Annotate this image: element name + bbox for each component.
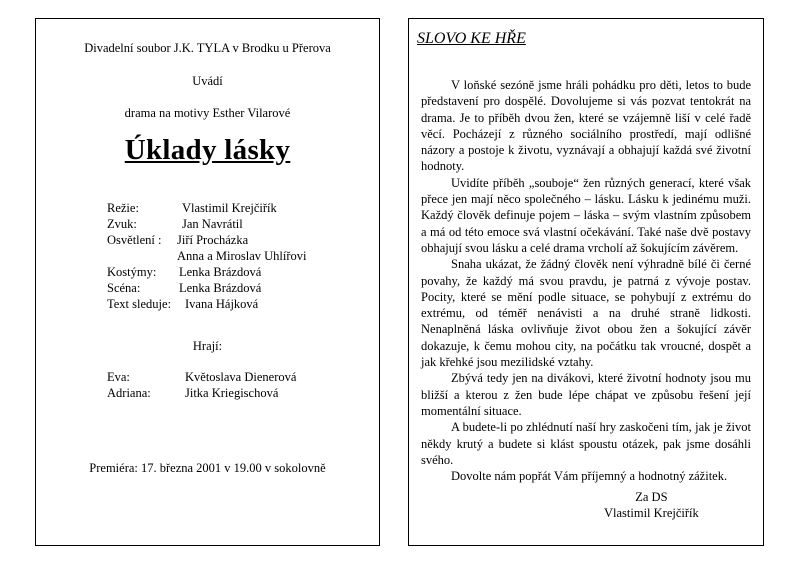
signature	[604, 489, 699, 521]
cast-role: Eva:	[107, 370, 130, 384]
crew-name: Lenka Brázdová	[179, 281, 262, 295]
crew-name: Jan Navrátil	[182, 217, 243, 231]
cast-heading: Hrají:	[192, 339, 223, 353]
paragraph: A budete-li po zhlédnutí naší hry zaskočeni tím, jak je život někdy krutý a budete si klást spoustu otázek, pak jsme dosáhli svého.	[421, 420, 751, 467]
paragraph: Dovolte nám popřát Vám příjemný a hodnotný zážitek.	[451, 469, 728, 484]
organizer-line: Divadelní soubor J.K. TYLA v Brodku u Přerova	[84, 41, 331, 55]
crew-role: Osvětlení :	[107, 233, 162, 247]
crew-name: Ivana Hájková	[185, 297, 259, 311]
play-title: Úklady lásky	[124, 134, 291, 166]
paragraph: Zbývá tedy jen na divákovi, které životní hodnoty jsou mu bližší a kterou z žen bude lépe chápat ve způsobu řešení její momentální situace.	[421, 371, 751, 418]
paragraph: V loňské sezóně jsme hráli pohádku pro děti, letos to bude představení pro dospělé. Dovolujeme si vás pozvat tentokrát na drama. Je to příběh dvou žen, které se vzájemně liší v celé řadě věcí. Pocházejí z různého sociálního prostředí, mají odlišné názory a postoje k životu, vyznávají a obhajují každá své životní hodnoty.	[421, 78, 751, 174]
premiere-line: Premiéra: 17. března 2001 v 19.00 v sokolovně	[89, 461, 326, 475]
program-left-page	[35, 18, 380, 546]
crew-role: Scéna:	[107, 281, 141, 295]
crew-role: Text sleduje:	[107, 297, 172, 311]
signature-org: Za DS	[635, 490, 668, 504]
crew-role: Režie:	[107, 201, 139, 215]
crew-name: Vlastimil Krejčiřík	[182, 201, 277, 215]
cast-name: Květoslava Dienerová	[185, 370, 297, 384]
crew-role: Zvuk:	[107, 217, 137, 231]
subtitle-line: drama na motivy Esther Vilarové	[124, 106, 291, 120]
presents-line: Uvádí	[192, 74, 223, 88]
crew-name: Lenka Brázdová	[179, 265, 262, 279]
signature-name: Vlastimil Krejčiřík	[604, 506, 699, 520]
crew-name: Anna a Miroslav Uhlířovi	[177, 249, 307, 263]
cast-role: Adriana:	[107, 386, 151, 400]
paragraph: Snaha ukázat, že žádný člověk není výhradně bílé či černé povahy, že každý má svou pravdu, je patrná z vývoje postav. Pocity, které se mění podle situace, se pohybují z extrému do extrému, od téměř nenávisti a na druhé straně lidkosti. Nenaplněná láska ovlivňuje život obou žen a šokující závěr dokazuje, k čemu mohou city, na počátku tak vroucné, dospět a jak křehké jsou mezilidské vztahy.	[421, 257, 751, 370]
foreword-text	[421, 77, 751, 484]
foreword-heading: SLOVO KE HŘE	[417, 30, 526, 47]
program-right-page	[408, 18, 764, 546]
cast-name: Jitka Kriegischová	[185, 386, 279, 400]
paragraph: Uvidíte příběh „souboje“ žen různých generací, které však přece jen mají něco společného – lásku. Lásku k jedinému muži. Každý člověk definuje pojem – láska – svým vlastním způsobem a má od této emoce svá vlastní očekávání. Také naše dvě postavy obhajují svou lásku a celé drama vrcholí až šokujícím závěrem.	[421, 175, 751, 255]
crew-name: Jiří Procházka	[177, 233, 249, 247]
crew-role: Kostýmy:	[107, 265, 157, 279]
